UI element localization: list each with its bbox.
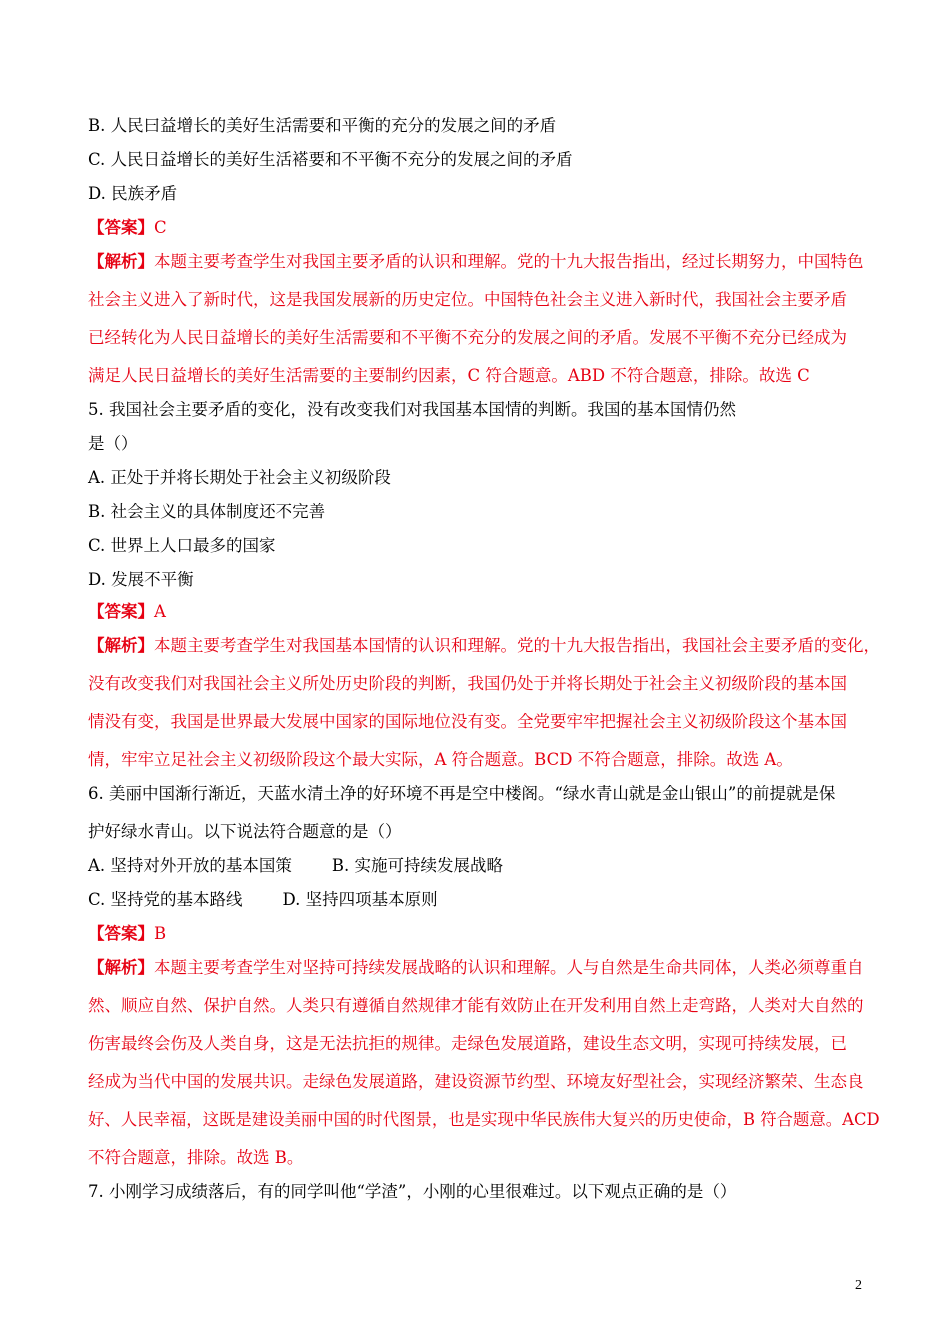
q4-analysis-tag: 【解析】 xyxy=(88,252,154,271)
q4-option-b: B. 人民曰益增长的美好生活需要和平衡的充分的发展之间的矛盾 xyxy=(88,116,557,135)
q7-stem: 7. 小刚学习成绩落后，有的同学叫他“学渣”，小刚的心里很难过。以下观点正确的是（） xyxy=(88,1182,737,1201)
q5-answer-tag: 【答案】 xyxy=(88,602,154,621)
q6-options-cd xyxy=(88,889,438,911)
q6-answer-tag: 【答案】 xyxy=(88,924,154,943)
page-number: 2 xyxy=(855,1278,862,1293)
q6-stem-line-1: 6. 美丽中国渐行渐近，天蓝水清土净的好环境不再是空中楼阁。“绿水青山就是金山银山”的前提就是保 xyxy=(88,784,836,803)
q6-analysis-line-3: 伤害最终会伤及人类自身，这是无法抗拒的规律。走绿色发展道路，建设生态文明，实现可持续发展，已 xyxy=(88,1034,847,1053)
q5-option-a: A. 正处于并将长期处于社会主义初级阶段 xyxy=(88,468,391,487)
q6-stem-line-2: 护好绿水青山。以下说法符合题意的是（） xyxy=(88,822,402,841)
q5-analysis-line-4: 情，牢牢立足社会主义初级阶段这个最大实际，A 符合题意。BCD 不符合题意，排除。故选 A。 xyxy=(88,750,793,769)
q5-option-d: D. 发展不平衡 xyxy=(88,570,194,589)
q6-answer-value: B xyxy=(154,924,167,943)
q5-answer-value: A xyxy=(154,602,166,621)
q4-option-c: C. 人民日益增长的美好生活褡要和不平衡不充分的发展之间的矛盾 xyxy=(88,150,573,169)
q5-option-c: C. 世界上人口最多的国家 xyxy=(88,536,276,555)
q5-option-b: B. 社会主义的具体制度还不完善 xyxy=(88,502,326,521)
q6-option-b: B. 实施可持续发展战略 xyxy=(331,856,504,875)
q4-analysis-line-2: 社会主义进入了新时代，这是我国发展新的历史定位。中国特色社会主义进入新时代，我国社会主要矛盾 xyxy=(88,290,847,309)
q4-answer-tag: 【答案】 xyxy=(88,218,154,237)
q6-analysis-line-2: 然、顺应自然、保护自然。人类只有遵循自然规律才能有效防止在开发利用自然上走弯路，人类对大自然的 xyxy=(88,996,864,1015)
q4-answer-value: C xyxy=(154,218,167,237)
q6-option-d: D. 坚持四项基本原则 xyxy=(282,890,438,909)
q6-option-a: A. 坚持对外开放的基本国策 xyxy=(88,856,292,875)
q4-analysis-line-1: 【解析】本题主要考查学生对我国主要矛盾的认识和理解。党的十九大报告指出，经过长期努力，中国特色 xyxy=(88,252,864,271)
q4-analysis-line-4: 满足人民日益增长的美好生活需要的主要制约因素，C 符合题意。ABD 不符合题意，排除。故选 C xyxy=(88,366,810,385)
q6-analysis-line-6: 不符合题意，排除。故选 B。 xyxy=(88,1148,304,1167)
q6-options-ab xyxy=(88,855,503,877)
q6-analysis-line-1: 【解析】本题主要考查学生对坚持可持续发展战略的认识和理解。人与自然是生命共同体，人类必须尊重自 xyxy=(88,958,864,977)
q5-analysis-tag: 【解析】 xyxy=(88,636,154,655)
q5-stem-line-2: 是（） xyxy=(88,434,138,453)
q5-analysis-line-3: 情没有变，我国是世界最大发展中国家的国际地位没有变。全党要牢牢把握社会主义初级阶段这个基本国 xyxy=(88,712,847,731)
q6-analysis-line-4: 经成为当代中国的发展共识。走绿色发展道路，建设资源节约型、环境友好型社会，实现经济繁荣、生态良 xyxy=(88,1072,864,1091)
q4-answer xyxy=(88,217,167,239)
q6-answer xyxy=(88,923,166,945)
q6-analysis-tag: 【解析】 xyxy=(88,958,154,977)
q6-option-c: C. 坚持党的基本路线 xyxy=(88,890,243,909)
q6-analysis-line-5: 好、人民幸福，这既是建设美丽中国的时代图景，也是实现中华民族伟大复兴的历史使命，B 符合题意。ACD xyxy=(88,1110,880,1129)
q5-analysis-line-1: 【解析】本题主要考查学生对我国基本国情的认识和理解。党的十九大报告指出，我国社会主要矛盾的变化， xyxy=(88,636,880,655)
q5-analysis-line-2: 没有改变我们对我国社会主义所处历史阶段的判断，我国仍处于并将长期处于社会主义初级阶段的基本国 xyxy=(88,674,847,693)
q4-analysis-line-3: 已经转化为人民日益增长的美好生活需要和不平衡不充分的发展之间的矛盾。发展不平衡不充分已经成为 xyxy=(88,328,847,347)
q5-stem-line-1: 5. 我国社会主要矛盾的变化，没有改变我们对我国基本国情的判断。我国的基本国情仍然 xyxy=(88,400,736,419)
q5-answer xyxy=(88,601,166,623)
q4-option-d: D. 民族矛盾 xyxy=(88,184,178,203)
